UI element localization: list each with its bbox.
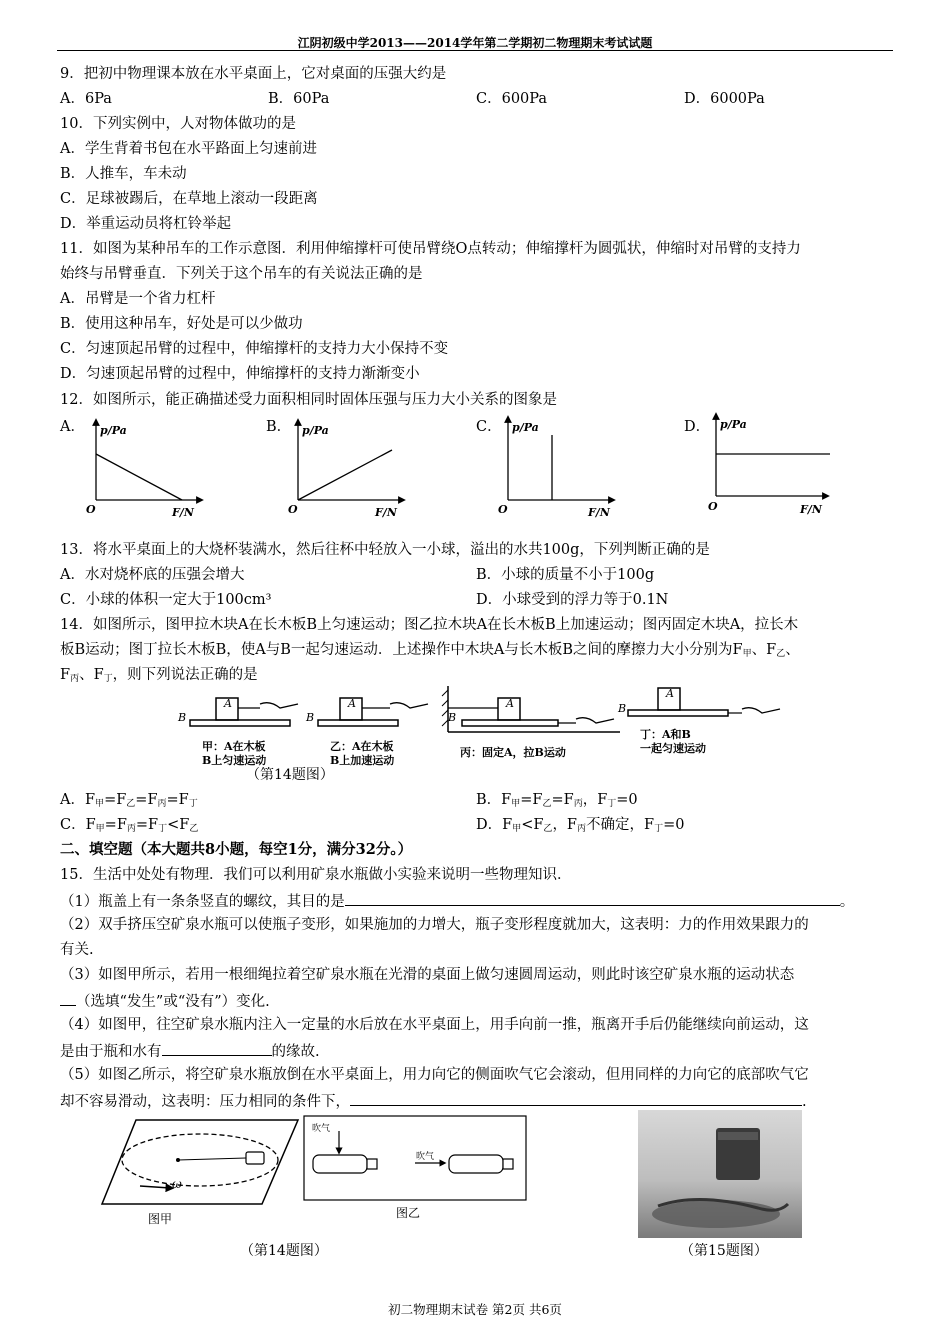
q14-fig-bing-block-a: A xyxy=(506,697,514,710)
q14-figure-caption: （第14题图） xyxy=(246,767,334,783)
q10-option-d: D．举重运动员将杠铃举起 xyxy=(60,216,232,232)
q15-part-2-line2: 有关. xyxy=(60,942,94,958)
q11-stem-line2: 始终与吊臂垂直．下列关于这个吊车的有关说法正确的是 xyxy=(60,266,423,282)
q14-stem-line3: $F_丙$、$F_丁$，则下列说法正确的是 xyxy=(60,667,258,684)
q15-part-4-line1: （4）如图甲，往空矿泉水瓶内注入一定量的水后放在水平桌面上，用手向前一推，瓶离开手后仍能继续向前运动，这 xyxy=(60,1017,809,1033)
bottom-fig-caption-14: （第14题图） xyxy=(240,1243,328,1259)
q15-stem: 15．生活中处处有物理．我们可以利用矿泉水瓶做小实验来说明一些物理知识． xyxy=(60,867,572,883)
page-header: 江阴初级中学2013——2014学年第二学期初二物理期末考试试题 xyxy=(297,36,653,50)
q9-option-c: C．600Pa xyxy=(476,91,548,107)
fig-yi-blow-label-2: 吹气 xyxy=(416,1152,435,1162)
q14-option-a: A．$F_甲=F_乙=F_丙=F_丁$ xyxy=(60,792,198,809)
q11-option-b: B．使用这种吊车，好处是可以少做功 xyxy=(60,316,303,332)
q12-graph-b-letter: B． xyxy=(266,419,292,435)
q10-option-a: A．学生背着书包在水平路面上匀速前进 xyxy=(60,141,317,157)
section-2-heading: 二、填空题（本大题共8小题，每空1分，满分32分。） xyxy=(60,841,413,858)
q12-graph-d-letter: D． xyxy=(684,419,711,435)
fig-jia-omega: ω xyxy=(172,1177,182,1191)
q11-option-a: A．吊臂是一个省力杠杆 xyxy=(60,291,216,307)
q14-fig-jia-block-a: A xyxy=(224,697,232,710)
q14-option-b: B．$F_甲=F_乙=F_丙$，$F_丁=0$ xyxy=(476,792,638,809)
q9-option-a: A．6Pa xyxy=(60,91,112,107)
q13-option-c: C．小球的体积一定大于100cm³ xyxy=(60,592,272,608)
q12-stem: 12．如图所示，能正确描述受力面积相同时固体压强与压力大小关系的图象是 xyxy=(60,392,557,408)
q14-fig-yi-board-b: B xyxy=(306,711,315,724)
q14-fig-jia-board-b: B xyxy=(178,711,187,724)
q14-fig-label-yi-2: B上加速运动 xyxy=(330,754,395,767)
q15-part-3-line1: （3）如图甲所示，若用一根细绳拉着空矿泉水瓶在光滑的桌面上做匀速圆周运动，则此时该空矿泉水瓶的运动状态 xyxy=(60,967,795,983)
q15-blank-3[interactable] xyxy=(60,991,76,1006)
q12-graph-d-ylabel: p/Pa xyxy=(720,418,747,431)
q9-option-b: B．60Pa xyxy=(268,91,330,107)
fig-jia-circular-motion xyxy=(100,1118,300,1208)
q10-option-c: C．足球被踢后，在草地上滚动一段距离 xyxy=(60,191,318,207)
q12-graph-a-ylabel: p/Pa xyxy=(100,424,127,437)
q14-fig-bing-board-b: B xyxy=(448,711,457,724)
q15-blank-1[interactable] xyxy=(345,891,840,906)
q12-graph-c-ylabel: p/Pa xyxy=(512,421,539,434)
q15-photo-figure xyxy=(638,1110,802,1238)
q14-fig-label-ding-1: 丁：A和B xyxy=(640,728,691,741)
q11-option-c: C．匀速顶起吊臂的过程中，伸缩撑杆的支持力大小保持不变 xyxy=(60,341,449,357)
q13-stem: 13．将水平桌面上的大烧杯装满水，然后往杯中轻放入一小球，溢出的水共100g，下列判断正确的是 xyxy=(60,542,710,558)
header-rule xyxy=(57,50,893,51)
q14-fig-ding-board-b: B xyxy=(618,702,627,715)
q12-graph-a-origin: O xyxy=(86,503,96,516)
q15-part-3-line2: （选填“发生”或“没有”）变化. xyxy=(60,991,270,1011)
q14-option-d: D．$F_甲<F_乙$，$F_丙$不确定，$F_丁=0$ xyxy=(476,817,685,834)
q13-option-d: D．小球受到的浮力等于0.1N xyxy=(476,592,669,608)
q10-option-b: B．人推车，车未动 xyxy=(60,166,187,182)
q9-option-d: D．6000Pa xyxy=(684,91,765,107)
q15-part-4-line2: 是由于瓶和水有 的缘故. xyxy=(60,1041,320,1061)
q12-graph-b-origin: O xyxy=(288,503,298,516)
q14-stem-line2: 板B运动；图丁拉长木板B，使A与B一起匀速运动．上述操作中木块A与长木板B之间的摩擦力大小分别为$F_甲$、$F_乙$、 xyxy=(60,642,800,659)
q10-stem: 10．下列实例中，人对物体做功的是 xyxy=(60,116,296,132)
q14-stem-line1: 14．如图所示，图甲拉木块A在长木板B上匀速运动；图乙拉木块A在长木板B上加速运动；图丙固定木块A，拉长木 xyxy=(60,617,799,633)
fig-jia-label: 图甲 xyxy=(148,1212,173,1226)
fig-yi-label: 图乙 xyxy=(396,1206,421,1220)
q11-stem-line1: 11．如图为某种吊车的工作示意图．利用伸缩撑杆可使吊臂绕O点转动；伸缩撑杆为圆弧状，伸缩时对吊臂的支持力 xyxy=(60,241,801,257)
q13-option-a: A．水对烧杯底的压强会增大 xyxy=(60,567,245,583)
q9-stem: 9．把初中物理课本放在水平桌面上，它对桌面的压强大约是 xyxy=(60,66,447,82)
page-footer: 初二物理期末试卷 第2页 共6页 xyxy=(388,1302,562,1317)
q14-fig-label-jia-2: B上匀速运动 xyxy=(202,754,267,767)
q12-graph-b-xlabel: F/N xyxy=(375,506,397,519)
q14-fig-ding-block-a: A xyxy=(666,687,674,700)
q14-fig-label-yi-1: 乙：A在木板 xyxy=(330,740,394,753)
q12-graph-d-origin: O xyxy=(708,500,718,513)
q15-part-2-line1: （2）双手挤压空矿泉水瓶可以使瓶子变形，如果施加的力增大，瓶子变形程度就加大，这表明：力的作用效果跟力的 xyxy=(60,917,809,933)
q12-graph-d-xlabel: F/N xyxy=(800,503,822,516)
q14-friction-figure xyxy=(180,686,790,776)
bottom-fig-caption-15: （第15题图） xyxy=(680,1243,768,1259)
q15-part-5-line2: 却不容易滑动，这表明：压力相同的条件下， . xyxy=(60,1091,807,1111)
q12-graph-a-letter: A． xyxy=(60,419,85,435)
q12-graph-b-ylabel: p/Pa xyxy=(302,424,329,437)
q13-option-b: B．小球的质量不小于100g xyxy=(476,567,655,583)
q12-graph-a-xlabel: F/N xyxy=(172,506,194,519)
q14-fig-label-bing: 丙：固定A，拉B运动 xyxy=(460,746,566,759)
q14-fig-label-jia-1: 甲：A在木板 xyxy=(202,740,266,753)
q14-fig-yi-block-a: A xyxy=(348,697,356,710)
q11-option-d: D．匀速顶起吊臂的过程中，伸缩撑杆的支持力渐渐变小 xyxy=(60,366,420,382)
q14-fig-label-ding-2: 一起匀速运动 xyxy=(640,742,706,755)
q15-part-5-line1: （5）如图乙所示，将空矿泉水瓶放倒在水平桌面上，用力向它的侧面吹气它会滚动，但用同样的力向它的底部吹气它 xyxy=(60,1067,809,1083)
q12-graph-c-xlabel: F/N xyxy=(588,506,610,519)
q15-blank-4[interactable] xyxy=(162,1041,272,1056)
q12-graph-c-letter: C． xyxy=(476,419,502,435)
q15-part-1: （1）瓶盖上有一条条竖直的螺纹，其目的是 。 xyxy=(60,891,854,911)
fig-yi-blow-label-1: 吹气 xyxy=(312,1124,331,1134)
q15-blank-5[interactable] xyxy=(350,1091,802,1106)
q12-graph-c-origin: O xyxy=(498,503,508,516)
q14-option-c: C．$F_甲=F_丙=F_丁<F_乙$ xyxy=(60,817,199,834)
